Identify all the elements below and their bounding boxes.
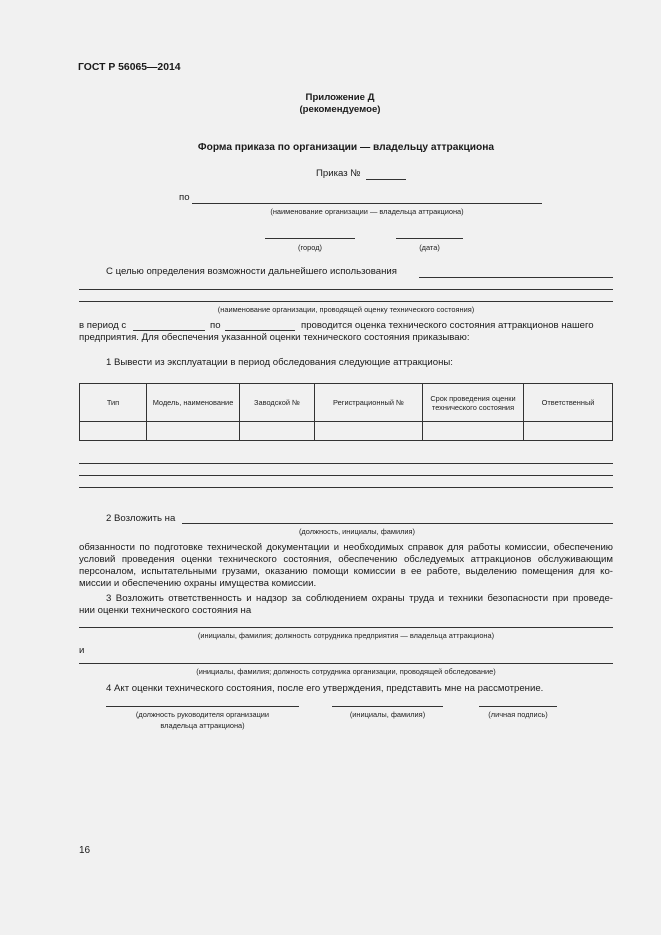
col-header-factory-no: Заводской №: [240, 384, 315, 422]
blank-line-2: [79, 475, 613, 476]
standard-number: ГОСТ Р 56065—2014: [78, 62, 181, 73]
assess-org-caption: (наименование организации, проводящей оценку технического состояния): [217, 305, 475, 314]
signature-position-caption-2: владельца аттракциона): [160, 721, 245, 730]
appendix-title: Приложение Д: [305, 92, 375, 103]
order-label: Приказ №: [316, 168, 361, 179]
item1-text: 1 Вывести из эксплуатации в период обследования следующие аттракционы:: [106, 357, 453, 368]
signature-name-caption: (инициалы, фамилия): [349, 710, 426, 719]
resp2-caption: (инициалы, фамилия; должность сотрудника организации, проводящей обследование): [196, 667, 496, 676]
table-cell[interactable]: [80, 422, 147, 441]
col-header-responsible: Ответственный: [524, 384, 613, 422]
intro-line-3: [79, 301, 613, 302]
signature-position-line: [106, 706, 299, 707]
period-from-line: [133, 330, 205, 331]
date-caption: (дата): [419, 243, 440, 252]
item2-text-3: персоналом, испытательными грузами, оказанию помощи комиссии в ее работе, выделению помещения для ко-: [79, 566, 613, 577]
item3-line-1: [79, 627, 613, 628]
table-cell[interactable]: [423, 422, 524, 441]
blank-line-1: [79, 463, 613, 464]
intro-line-1: [419, 277, 613, 278]
attractions-table: [79, 383, 613, 441]
signature-position-caption-1: (должность руководителя организации: [135, 710, 270, 719]
org-name-line: [192, 203, 542, 204]
item2-label: 2 Возложить на: [106, 513, 176, 524]
table-cell[interactable]: [524, 422, 613, 441]
period-to-label: по: [210, 320, 221, 331]
table-cell[interactable]: [315, 422, 423, 441]
date-line: [396, 238, 463, 239]
table-row: [80, 422, 613, 441]
signature-name-line: [332, 706, 443, 707]
period-from-label: в период с: [79, 320, 127, 331]
item3-and: и: [79, 645, 85, 656]
col-header-model: Модель, наименование: [147, 384, 240, 422]
po-label: по: [179, 192, 190, 203]
item2-text-2: условий проведения оценки технического состояния, обеспечению обследуемых аттракционов обслуживающим: [79, 554, 613, 565]
pos1-caption: (должность, инициалы, фамилия): [298, 527, 416, 536]
form-title: Форма приказа по организации — владельцу аттракциона: [197, 142, 495, 153]
period-text: проводится оценка технического состояния аттракционов нашего: [301, 320, 594, 331]
page-number: 16: [79, 845, 91, 856]
resp1-caption: (инициалы, фамилия; должность сотрудника предприятия — владельца аттракциона): [197, 631, 495, 640]
item3-text-1: 3 Возложить ответственность и надзор за соблюдением охраны труда и техники безопасности при проведе-: [106, 593, 613, 604]
blank-line-3: [79, 487, 613, 488]
period-text-line2: предприятия. Для обеспечения указанной оценки технического состояния приказываю:: [79, 332, 470, 343]
col-header-deadline: Срок проведения оценки технического состояния: [423, 384, 524, 422]
appendix-subtitle: (рекомендуемое): [299, 104, 381, 115]
item4-text: 4 Акт оценки технического состояния, после его утверждения, представить мне на рассмотрение.: [106, 683, 544, 694]
item2-text-1: обязанности по подготовке технической документации и необходимых справок для работы комиссии, обеспечению: [79, 542, 613, 553]
signature-sign-caption: (личная подпись): [488, 710, 548, 719]
item3-text-2: нии оценки технического состояния на: [79, 605, 252, 616]
org-name-caption: (наименование организации — владельца аттракциона): [270, 207, 464, 216]
item3-line-2: [79, 663, 613, 664]
col-header-reg-no: Регистрационный №: [315, 384, 423, 422]
city-line: [265, 238, 355, 239]
table-header-row: [80, 384, 613, 422]
table-cell[interactable]: [147, 422, 240, 441]
period-to-line: [225, 330, 295, 331]
col-header-type: Тип: [80, 384, 147, 422]
item2-text-4: миссии и обеспечению охраны имущества комиссии.: [79, 578, 317, 589]
table-cell[interactable]: [240, 422, 315, 441]
signature-sign-line: [479, 706, 557, 707]
intro-text: С целью определения возможности дальнейшего использования: [106, 266, 397, 277]
item2-line: [182, 523, 613, 524]
intro-line-2: [79, 289, 613, 290]
city-caption: (город): [298, 243, 322, 252]
order-number-line: [366, 179, 406, 180]
